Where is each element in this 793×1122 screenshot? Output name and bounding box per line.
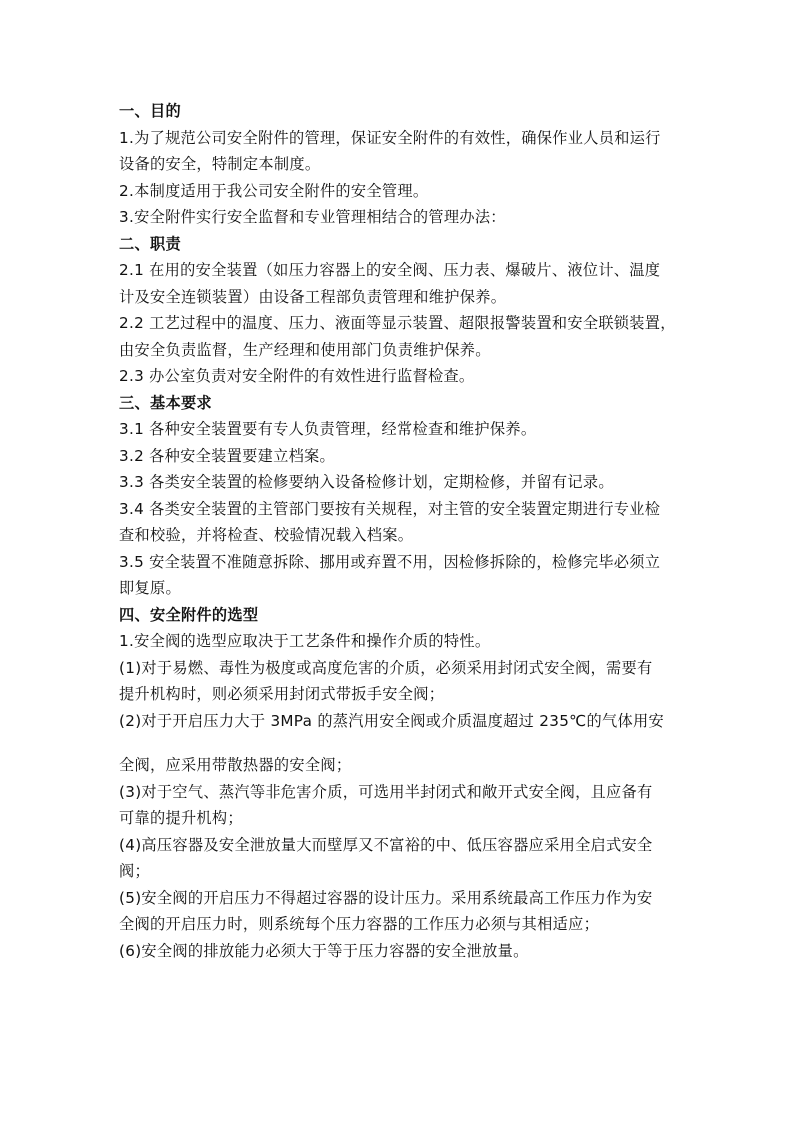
paragraph-line: (2)对于开启压力大于 3MPa 的蒸汽用安全阀或介质温度超过 235℃的气体用安 [119, 711, 664, 730]
paragraph-line: (3)对于空气、蒸汽等非危害介质，可选用半封闭式和敞开式安全阀，且应备有 [119, 782, 653, 801]
document-body [119, 98, 681, 964]
section-heading-duties: 二、职责 [119, 234, 181, 253]
paragraph-line: 3.3 各类安全装置的检修要纳入设备检修计划，定期检修，并留有记录。 [119, 473, 614, 491]
paragraph-line: 设备的安全，特制定本制度。 [119, 155, 321, 173]
paragraph-line: 阀； [119, 862, 150, 880]
paragraph-line: (4)高压容器及安全泄放量大而壁厚又不富裕的中、低压容器应采用全启式安全 [119, 835, 653, 854]
paragraph-line: 由安全负责监督，生产经理和使用部门负责维护保养。 [119, 340, 491, 359]
paragraph-line: 提升机构时，则必须采用封闭式带扳手安全阀； [119, 685, 445, 703]
paragraph-line: 全阀，应采用带散热器的安全阀； [119, 756, 352, 774]
paragraph-line: 3.4 各类安全装置的主管部门要按有关规程，对主管的安全装置定期进行专业检 [119, 499, 661, 518]
paragraph-line: 1.为了规范公司安全附件的管理，保证安全附件的有效性，确保作业人员和运行 [119, 128, 661, 147]
paragraph-line: 计及安全连锁装置）由设备工程部负责管理和维护保养。 [119, 287, 507, 306]
paragraph-line: 2.2 工艺过程中的温度、压力、液面等显示装置、超限报警装置和安全联锁装置， [119, 314, 676, 332]
section-heading-purpose: 一、目的 [119, 102, 181, 120]
paragraph-line: (5)安全阀的开启压力不得超过容器的设计压力。采用系统最高工作压力作为安 [119, 888, 653, 907]
paragraph-line: 3.2 各种安全装置要建立档案。 [119, 446, 336, 465]
section-heading-basic-requirements: 三、基本要求 [119, 393, 212, 412]
paragraph-line: 2.本制度适用于我公司安全附件的安全管理。 [119, 181, 429, 200]
paragraph-line: 即复原。 [119, 579, 181, 597]
paragraph-line: 查和校验，并将检查、校验情况载入档案。 [119, 526, 414, 544]
paragraph-line: 1.安全阀的选型应取决于工艺条件和操作介质的特性。 [119, 632, 491, 650]
paragraph-line: 可靠的提升机构； [119, 809, 243, 827]
paragraph-line: (6)安全阀的排放能力必须大于等于压力容器的安全泄放量。 [119, 941, 529, 960]
paragraph-line: 全阀的开启压力时，则系统每个压力容器的工作压力必须与其相适应； [119, 915, 600, 933]
paragraph-line: 3.1 各种安全装置要有专人负责管理，经常检查和维护保养。 [119, 420, 537, 438]
paragraph-line: 2.3 办公室负责对安全附件的有效性进行监督检查。 [119, 367, 475, 385]
paragraph-line: (1)对于易燃、毒性为极度或高度危害的介质，必须采用封闭式安全阀，需要有 [119, 658, 653, 677]
paragraph-line: 2.1 在用的安全装置（如压力容器上的安全阀、压力表、爆破片、液位计、温度 [119, 261, 661, 279]
section-heading-selection: 四、安全附件的选型 [119, 605, 259, 624]
paragraph-line: 3.安全附件实行安全监督和专业管理相结合的管理办法： [119, 208, 506, 226]
paragraph-line: 3.5 安全装置不准随意拆除、挪用或弃置不用，因检修拆除的，检修完毕必须立 [119, 552, 661, 571]
